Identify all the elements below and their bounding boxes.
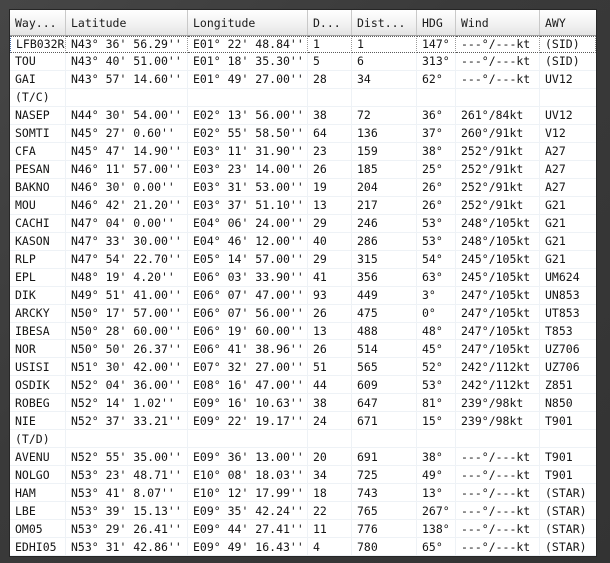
table-row[interactable] xyxy=(10,197,596,215)
table-row[interactable] xyxy=(10,269,596,287)
cell-d: 64 xyxy=(308,125,352,142)
table-row[interactable] xyxy=(10,538,596,556)
cell-hdg: 54° xyxy=(417,251,456,268)
cell-longitude xyxy=(188,89,308,106)
cell-dist: 1 xyxy=(352,36,417,53)
cell-d: 41 xyxy=(308,269,352,286)
cell-hdg: 37° xyxy=(417,125,456,142)
cell-waypoint: HAM xyxy=(10,484,66,501)
cell-awy: T853 xyxy=(545,323,573,338)
table-row[interactable] xyxy=(10,520,596,538)
cell-hdg: 53° xyxy=(417,215,456,232)
cell-hdg: 63° xyxy=(417,269,456,286)
cell-dist: 671 xyxy=(352,412,417,429)
cell-wind: 261°/84kt xyxy=(456,107,540,124)
cell-longitude: E08° 16' 47.00'' xyxy=(188,376,308,393)
cell-d: 28 xyxy=(308,71,352,88)
cell-longitude: E06° 19' 60.00'' xyxy=(188,323,308,340)
cell-dist xyxy=(352,89,417,106)
cell-waypoint: GAI xyxy=(10,71,66,88)
cell-waypoint: (T/C) xyxy=(10,89,66,106)
cell-hdg: 53° xyxy=(417,233,456,250)
cell-latitude: N46° 11' 57.00'' xyxy=(66,161,188,178)
cell-longitude: E09° 35' 42.24'' xyxy=(188,502,308,519)
cell-waypoint: SOMTI xyxy=(10,125,66,142)
table-row[interactable] xyxy=(10,484,596,502)
cell-hdg: 53° xyxy=(417,376,456,393)
cell-longitude: E09° 49' 16.43'' xyxy=(188,538,308,555)
cell-hdg: 45° xyxy=(417,340,456,357)
cell-waypoint: MOU xyxy=(10,197,66,214)
cell-waypoint: LBE xyxy=(10,502,66,519)
table-row[interactable] xyxy=(10,143,596,161)
cell-waypoint: CACHI xyxy=(10,215,66,232)
cell-awy: (SID) xyxy=(540,36,596,53)
cell-d: 19 xyxy=(308,179,352,196)
cell-awy: Z851 xyxy=(545,377,573,392)
table-row[interactable] xyxy=(10,251,596,269)
cell-hdg: 26° xyxy=(417,179,456,196)
cell-waypoint: RLP xyxy=(10,251,66,268)
table-row[interactable] xyxy=(10,125,596,143)
cell-hdg: 3° xyxy=(417,287,456,304)
cell-longitude: E03° 31' 53.00'' xyxy=(188,179,308,196)
cell-latitude: N53° 31' 42.86'' xyxy=(66,538,188,555)
cell-hdg xyxy=(417,430,456,447)
cell-awy: G21 xyxy=(545,198,566,213)
column-header-d[interactable]: D... xyxy=(308,10,352,35)
cell-d: 4 xyxy=(308,538,352,555)
cell-dist xyxy=(352,430,417,447)
cell-dist: 136 xyxy=(352,125,417,142)
cell-longitude: E09° 22' 19.17'' xyxy=(188,412,308,429)
cell-awy: A27 xyxy=(545,144,566,159)
cell-d: 51 xyxy=(308,358,352,375)
table-row[interactable] xyxy=(10,502,596,520)
table-row[interactable] xyxy=(10,448,596,466)
cell-wind: 245°/105kt xyxy=(456,269,540,286)
cell-waypoint: USISI xyxy=(10,358,66,375)
cell-hdg xyxy=(417,89,456,106)
table-row[interactable] xyxy=(10,71,596,89)
cell-d: 93 xyxy=(308,287,352,304)
cell-hdg: 25° xyxy=(417,161,456,178)
cell-wind: ---°/---kt xyxy=(456,484,540,501)
cell-hdg: 147° xyxy=(417,36,456,53)
cell-longitude: E06° 03' 33.90'' xyxy=(188,269,308,286)
cell-latitude: N49° 51' 41.00'' xyxy=(66,287,188,304)
cell-latitude: N52° 14' 1.02'' xyxy=(66,394,188,411)
cell-dist: 286 xyxy=(352,233,417,250)
cell-dist: 609 xyxy=(352,376,417,393)
cell-awy: UZ706 xyxy=(545,359,580,374)
cell-longitude: E10° 08' 18.03'' xyxy=(188,466,308,483)
cell-awy: T901 xyxy=(545,413,573,428)
table-row[interactable] xyxy=(10,323,596,341)
cell-wind: 239°/98kt xyxy=(456,412,540,429)
cell-d: 23 xyxy=(308,143,352,160)
cell-waypoint: DIK xyxy=(10,287,66,304)
cell-wind: 247°/105kt xyxy=(456,340,540,357)
cell-hdg: 26° xyxy=(417,197,456,214)
cell-longitude: E04° 06' 24.00'' xyxy=(188,215,308,232)
table-header xyxy=(10,10,596,36)
cell-latitude: N52° 04' 36.00'' xyxy=(66,376,188,393)
cell-latitude: N51° 30' 42.00'' xyxy=(66,358,188,375)
cell-awy: A27 xyxy=(545,180,566,195)
cell-dist: 776 xyxy=(352,520,417,537)
column-header-waypoint[interactable]: Way... xyxy=(10,10,66,35)
cell-latitude xyxy=(66,430,188,447)
cell-awy: N850 xyxy=(545,395,573,410)
cell-wind: ---°/---kt xyxy=(456,53,540,70)
table-row[interactable] xyxy=(10,179,596,197)
cell-latitude: N50° 28' 60.00'' xyxy=(66,323,188,340)
cell-longitude xyxy=(188,430,308,447)
column-header-dist[interactable]: Dist... xyxy=(352,10,417,35)
table-row[interactable] xyxy=(10,376,596,394)
cell-awy xyxy=(540,89,596,106)
cell-waypoint: IBESA xyxy=(10,323,66,340)
cell-latitude: N46° 42' 21.20'' xyxy=(66,197,188,214)
cell-dist: 159 xyxy=(352,143,417,160)
cell-latitude: N53° 23' 48.71'' xyxy=(66,466,188,483)
table-row[interactable] xyxy=(10,430,596,448)
cell-latitude: N43° 57' 14.60'' xyxy=(66,71,188,88)
cell-d: 5 xyxy=(308,53,352,70)
cell-longitude: E05° 14' 57.00'' xyxy=(188,251,308,268)
cell-waypoint: BAKNO xyxy=(10,179,66,196)
cell-latitude: N48° 19' 4.20'' xyxy=(66,269,188,286)
cell-dist: 514 xyxy=(352,340,417,357)
flightplan-waypoint-table xyxy=(10,10,596,556)
table-row[interactable] xyxy=(10,466,596,484)
cell-longitude: E06° 07' 47.00'' xyxy=(188,287,308,304)
cell-latitude: N47° 54' 22.70'' xyxy=(66,251,188,268)
table-body xyxy=(10,36,596,556)
cell-d xyxy=(308,430,352,447)
table-row[interactable] xyxy=(10,161,596,179)
cell-waypoint: NASEP xyxy=(10,107,66,124)
cell-hdg: 313° xyxy=(417,53,456,70)
cell-wind: ---°/---kt xyxy=(456,466,540,483)
table-row[interactable] xyxy=(10,305,596,323)
cell-waypoint: PESAN xyxy=(10,161,66,178)
cell-latitude: N47° 04' 0.00'' xyxy=(66,215,188,232)
cell-hdg: 15° xyxy=(417,412,456,429)
cell-latitude: N44° 30' 54.00'' xyxy=(66,107,188,124)
cell-waypoint: ROBEG xyxy=(10,394,66,411)
cell-awy: UV12 xyxy=(545,72,573,87)
table-row[interactable] xyxy=(10,107,596,125)
cell-waypoint: (T/D) xyxy=(10,430,66,447)
cell-hdg: 38° xyxy=(417,448,456,465)
cell-awy: (SID) xyxy=(545,54,580,69)
cell-wind: 248°/105kt xyxy=(456,215,540,232)
cell-dist: 725 xyxy=(352,466,417,483)
cell-wind: ---°/---kt xyxy=(456,502,540,519)
cell-latitude: N45° 47' 14.90'' xyxy=(66,143,188,160)
cell-longitude: E03° 23' 14.00'' xyxy=(188,161,308,178)
column-header-awy[interactable]: AWY xyxy=(545,16,566,30)
cell-d: 18 xyxy=(308,484,352,501)
cell-wind: 247°/105kt xyxy=(456,287,540,304)
cell-hdg: 81° xyxy=(417,394,456,411)
cell-dist: 34 xyxy=(352,71,417,88)
cell-wind: 247°/105kt xyxy=(456,305,540,322)
cell-hdg: 38° xyxy=(417,143,456,160)
cell-awy: (STAR) xyxy=(545,539,587,554)
cell-wind: ---°/---kt xyxy=(456,36,540,53)
cell-wind: 260°/91kt xyxy=(456,125,540,142)
cell-dist: 647 xyxy=(352,394,417,411)
cell-latitude: N45° 27' 0.60'' xyxy=(66,125,188,142)
cell-hdg: 138° xyxy=(417,520,456,537)
cell-awy: T901 xyxy=(545,467,573,482)
table-row[interactable] xyxy=(10,287,596,305)
cell-hdg: 52° xyxy=(417,358,456,375)
cell-hdg: 65° xyxy=(417,538,456,555)
cell-d: 26 xyxy=(308,305,352,322)
cell-dist: 356 xyxy=(352,269,417,286)
cell-d: 29 xyxy=(308,251,352,268)
cell-wind: 242°/112kt xyxy=(456,358,540,375)
cell-awy: UN853 xyxy=(545,288,580,303)
column-header-longitude[interactable]: Longitude xyxy=(188,10,308,35)
cell-latitude: N43° 40' 51.00'' xyxy=(66,53,188,70)
cell-longitude: E07° 32' 27.00'' xyxy=(188,358,308,375)
cell-wind: ---°/---kt xyxy=(456,538,540,555)
cell-wind: ---°/---kt xyxy=(456,448,540,465)
cell-awy: V12 xyxy=(545,126,566,141)
cell-longitude: E03° 11' 31.90'' xyxy=(188,143,308,160)
cell-longitude: E02° 55' 58.50'' xyxy=(188,125,308,142)
cell-d: 40 xyxy=(308,233,352,250)
cell-dist: 449 xyxy=(352,287,417,304)
cell-hdg: 48° xyxy=(417,323,456,340)
cell-d: 34 xyxy=(308,466,352,483)
cell-dist: 185 xyxy=(352,161,417,178)
cell-d: 44 xyxy=(308,376,352,393)
cell-longitude: E01° 18' 35.30'' xyxy=(188,53,308,70)
cell-wind: 242°/112kt xyxy=(456,376,540,393)
cell-latitude: N53° 29' 26.41'' xyxy=(66,520,188,537)
cell-awy: G21 xyxy=(545,252,566,267)
cell-wind: 248°/105kt xyxy=(456,233,540,250)
cell-latitude: N50° 17' 57.00'' xyxy=(66,305,188,322)
cell-wind: 245°/105kt xyxy=(456,251,540,268)
cell-dist: 488 xyxy=(352,323,417,340)
cell-dist: 246 xyxy=(352,215,417,232)
cell-d: 26 xyxy=(308,161,352,178)
cell-dist: 475 xyxy=(352,305,417,322)
cell-awy: T901 xyxy=(545,449,573,464)
cell-dist: 691 xyxy=(352,448,417,465)
cell-wind: 252°/91kt xyxy=(456,161,540,178)
cell-d xyxy=(308,89,352,106)
column-header-wind[interactable]: Wind xyxy=(456,10,540,35)
cell-longitude: E06° 41' 38.96'' xyxy=(188,340,308,357)
cell-d: 13 xyxy=(308,323,352,340)
cell-waypoint: LFB032R xyxy=(10,36,66,53)
cell-awy: G21 xyxy=(545,216,566,231)
cell-awy: G21 xyxy=(545,234,566,249)
table-row[interactable] xyxy=(10,412,596,430)
cell-hdg: 267° xyxy=(417,502,456,519)
cell-longitude: E06° 07' 56.00'' xyxy=(188,305,308,322)
cell-dist: 565 xyxy=(352,358,417,375)
cell-d: 1 xyxy=(308,36,352,53)
table-row[interactable] xyxy=(10,358,596,376)
cell-awy xyxy=(540,430,596,447)
cell-hdg: 13° xyxy=(417,484,456,501)
cell-d: 38 xyxy=(308,394,352,411)
cell-latitude: N52° 37' 33.21'' xyxy=(66,412,188,429)
cell-waypoint: CFA xyxy=(10,143,66,160)
cell-d: 20 xyxy=(308,448,352,465)
table-row[interactable] xyxy=(10,233,596,251)
cell-d: 24 xyxy=(308,412,352,429)
cell-awy: UM624 xyxy=(545,270,580,285)
cell-longitude: E02° 13' 56.00'' xyxy=(188,107,308,124)
cell-awy: UV12 xyxy=(545,108,573,123)
cell-dist: 204 xyxy=(352,179,417,196)
table-row[interactable] xyxy=(10,394,596,412)
cell-dist: 743 xyxy=(352,484,417,501)
table-row[interactable] xyxy=(10,36,596,53)
cell-dist: 765 xyxy=(352,502,417,519)
cell-longitude: E01° 22' 48.84'' xyxy=(188,36,308,53)
table-row[interactable] xyxy=(10,89,596,107)
cell-wind: ---°/---kt xyxy=(456,71,540,88)
cell-wind: 252°/91kt xyxy=(456,197,540,214)
cell-waypoint: NIE xyxy=(10,412,66,429)
cell-d: 13 xyxy=(308,197,352,214)
cell-wind: ---°/---kt xyxy=(456,520,540,537)
cell-latitude: N46° 30' 0.00'' xyxy=(66,179,188,196)
cell-waypoint: KASON xyxy=(10,233,66,250)
column-header-hdg[interactable]: HDG xyxy=(417,10,456,35)
cell-dist: 780 xyxy=(352,538,417,555)
cell-waypoint: ARCKY xyxy=(10,305,66,322)
cell-d: 29 xyxy=(308,215,352,232)
cell-awy: (STAR) xyxy=(545,485,587,500)
cell-waypoint: NOLGO xyxy=(10,466,66,483)
cell-waypoint: EDHI05 xyxy=(10,538,66,555)
cell-awy: UT853 xyxy=(545,306,580,321)
cell-longitude: E01° 49' 27.00'' xyxy=(188,71,308,88)
cell-d: 38 xyxy=(308,107,352,124)
cell-wind xyxy=(456,89,540,106)
cell-wind: 252°/91kt xyxy=(456,179,540,196)
cell-waypoint: AVENU xyxy=(10,448,66,465)
cell-longitude: E04° 46' 12.00'' xyxy=(188,233,308,250)
cell-hdg: 36° xyxy=(417,107,456,124)
cell-hdg: 62° xyxy=(417,71,456,88)
table-row[interactable] xyxy=(10,340,596,358)
cell-longitude: E09° 36' 13.00'' xyxy=(188,448,308,465)
cell-awy: (STAR) xyxy=(545,521,587,536)
cell-dist: 72 xyxy=(352,107,417,124)
cell-hdg: 0° xyxy=(417,305,456,322)
column-header-latitude[interactable]: Latitude xyxy=(66,10,188,35)
cell-latitude: N50° 50' 26.37'' xyxy=(66,340,188,357)
cell-d: 11 xyxy=(308,520,352,537)
cell-wind: 252°/91kt xyxy=(456,143,540,160)
cell-latitude xyxy=(66,89,188,106)
cell-d: 26 xyxy=(308,340,352,357)
cell-waypoint: NOR xyxy=(10,340,66,357)
table-row[interactable] xyxy=(10,53,596,71)
cell-dist: 6 xyxy=(352,53,417,70)
cell-hdg: 49° xyxy=(417,466,456,483)
cell-wind xyxy=(456,430,540,447)
cell-latitude: N52° 55' 35.00'' xyxy=(66,448,188,465)
cell-longitude: E09° 16' 10.63'' xyxy=(188,394,308,411)
cell-latitude: N47° 33' 30.00'' xyxy=(66,233,188,250)
cell-wind: 247°/105kt xyxy=(456,323,540,340)
cell-awy: A27 xyxy=(545,162,566,177)
cell-longitude: E10° 12' 17.99'' xyxy=(188,484,308,501)
cell-waypoint: TOU xyxy=(10,53,66,70)
table-row[interactable] xyxy=(10,215,596,233)
cell-waypoint: OM05 xyxy=(10,520,66,537)
cell-waypoint: EPL xyxy=(10,269,66,286)
cell-latitude: N53° 41' 8.07'' xyxy=(66,484,188,501)
cell-latitude: N43° 36' 56.29'' xyxy=(66,36,188,53)
cell-d: 22 xyxy=(308,502,352,519)
cell-awy: UZ706 xyxy=(545,341,580,356)
cell-awy: (STAR) xyxy=(545,503,587,518)
cell-waypoint: OSDIK xyxy=(10,376,66,393)
cell-longitude: E03° 37' 51.10'' xyxy=(188,197,308,214)
cell-latitude: N53° 39' 15.13'' xyxy=(66,502,188,519)
cell-dist: 315 xyxy=(352,251,417,268)
cell-dist: 217 xyxy=(352,197,417,214)
cell-wind: 239°/98kt xyxy=(456,394,540,411)
cell-longitude: E09° 44' 27.41'' xyxy=(188,520,308,537)
